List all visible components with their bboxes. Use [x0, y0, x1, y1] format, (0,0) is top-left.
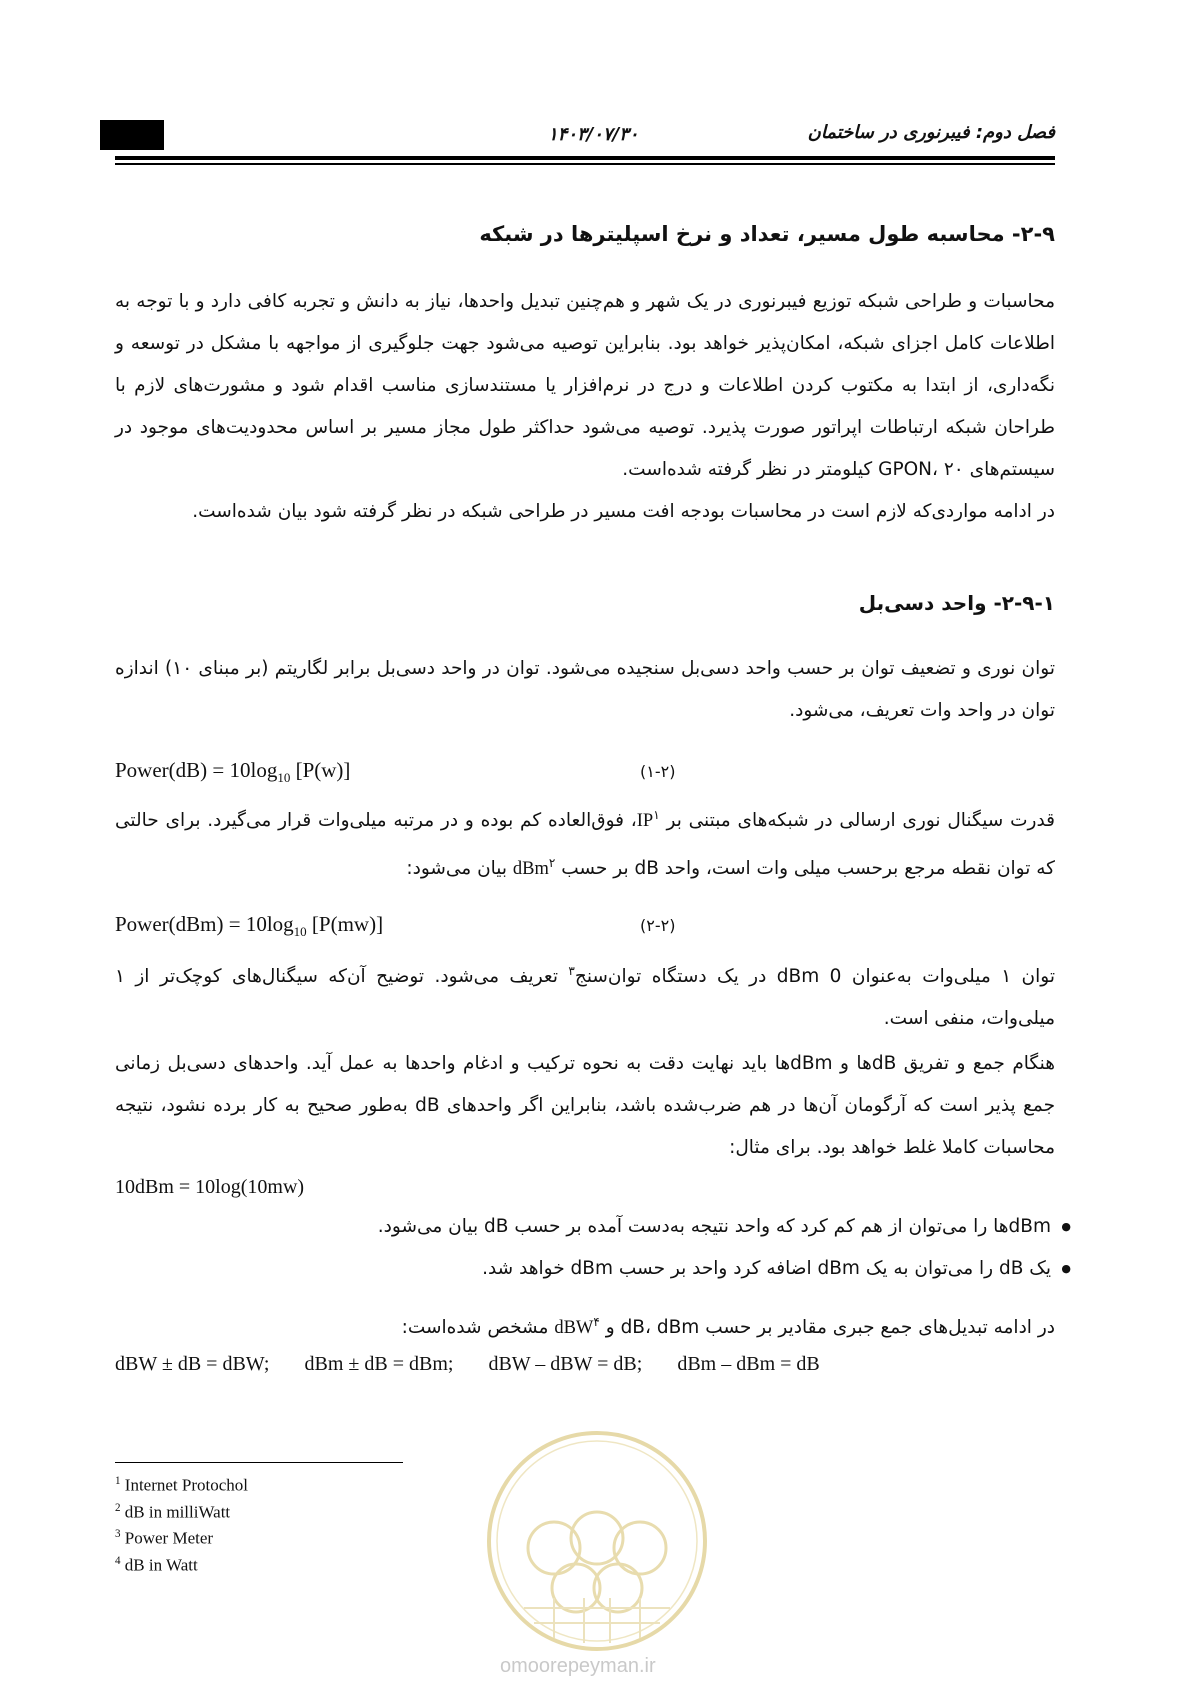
footnotes	[115, 1470, 248, 1577]
formula-2-sub: 10	[293, 924, 307, 940]
bullet-item-2: ● یک dB را می‌توان به یک dBm اضافه کرد واحد بر حسب dBm خواهد شد.	[271, 1248, 1051, 1290]
subsection-paragraph-2	[115, 794, 1055, 890]
p5-text-1: در ادامه تبدیل‌های جمع جبری مقادیر بر حسب dB، dBm و	[599, 1317, 1055, 1339]
footnote-4-text: dB in Watt	[124, 1555, 198, 1575]
p5-dbw: dBW	[554, 1318, 594, 1339]
formula-2-rhs: [P(mw)]	[306, 912, 384, 936]
subsection-paragraph-4: هنگام جمع و تفریق dBها و dBmها باید نهایت دقت به نحوه ترکیب و ادغام واحدها به عمل آید. واحدهای دسی‌بل زمانی جمع پذیر است که آرگومان آن‌ها در هم ضرب‌شده باشد، بنابراین اگر واحدهای dB به‌طور صحیح به کار برده نشود، نتیجه محاسبات کاملا غلط خواهد بود. برای مثال:	[115, 1053, 1056, 1158]
footnote-3-number: 3	[115, 1528, 121, 1541]
equation-2: dBm ± dB = dBm;	[304, 1353, 454, 1375]
footnote-1-text: Internet Protochol	[124, 1475, 248, 1495]
footnote-2-text: dB in milliWatt	[124, 1502, 231, 1522]
watermark-site: omoorepeyman.ir	[500, 1655, 656, 1677]
footnote-1	[115, 1470, 248, 1497]
footnote-4	[115, 1550, 248, 1577]
footnote-2	[115, 1497, 248, 1524]
formula-1-lhs: Power(dB) = 10log	[115, 758, 278, 782]
p2-ip: IP	[636, 811, 654, 832]
p5-text-2: مشخص شده‌است:	[401, 1317, 555, 1339]
footnote-ref-4: ۴	[593, 1315, 600, 1329]
p3-text-2: تعریف می‌شود. توضیح آن‌که سیگنال‌های کوچک‌تر از ۱ میلی‌وات، منفی است.	[115, 966, 1055, 1030]
formula-1-sub: 10	[277, 770, 291, 786]
intro-paragraph-1: محاسبات و طراحی شبکه توزیع فیبرنوری در یک شهر و هم‌چنین تبدیل واحدها، نیاز به دانش و تجربه کافی دارد و با توجه به اطلاعات کامل اجزای شبکه، امکان‌پذیر خواهد بود. بنابراین توصیه می‌شود جهت جلوگیری از مواجهه با مشکل در توسعه و نگه‌داری، از ابتدا به مکتوب کردن اطلاعات و درج در نرم‌افزار یا مستندسازی مناسب اقدام شود و مشورت‌های لازم با طراحان شبکه ارتباطات اپراتور صورت پذیرد. توصیه می‌شود حداکثر طول مجاز مسیر بر اساس محدودیت‌های موجود در سیستم‌های GPON، ۲۰ کیلومتر در نظر گرفته شده‌است.	[115, 291, 1055, 480]
p3-text-1: توان ۱ میلی‌وات به‌عنوان 0 dBm در یک دستگاه توان‌سنج	[574, 966, 1055, 988]
footnote-1-number: 1	[115, 1475, 121, 1487]
subsection-paragraph-3	[115, 950, 1055, 1040]
footnote-3	[115, 1523, 248, 1550]
subsection-paragraph-5	[115, 1301, 1055, 1349]
header-rule-thin	[115, 163, 1055, 165]
header-chapter-title: فصل دوم: فیبرنوری در ساختمان	[807, 122, 1055, 143]
p2-text-3: بیان می‌شود:	[406, 858, 513, 880]
formula-1-number: (۱-۲)	[640, 762, 676, 781]
footnote-3-text: Power Meter	[124, 1528, 214, 1548]
footnote-ref-2: ۲	[548, 856, 556, 871]
formula-2-lhs: Power(dBm) = 10log	[115, 912, 294, 936]
bullet-list	[271, 1206, 1051, 1290]
formula-2-number: (۲-۲)	[640, 916, 676, 935]
equation-1: dBW ± dB = dBW;	[115, 1353, 270, 1375]
example-formula: 10dBm = 10log(10mw)	[115, 1176, 305, 1198]
formula-1-rhs: [P(w)]	[290, 758, 351, 782]
formula-1	[115, 758, 350, 786]
footnote-separator	[115, 1462, 403, 1463]
footnote-ref-3: ۳	[568, 964, 575, 978]
p2-dbm: dBm	[512, 859, 549, 880]
formula-2	[115, 912, 383, 940]
equations-row	[115, 1353, 820, 1376]
p2-text-2: ، فوق‌العاده کم بوده و در مرتبه میلی‌وات قرار می‌گیرد. برای حالتی که توان نقطه مرجع برحسب میلی وات است، واحد dB بر حسب	[115, 810, 1055, 880]
footnote-4-number: 4	[115, 1554, 121, 1567]
header-rule	[115, 156, 1055, 160]
p2-text-1: قدرت سیگنال نوری ارسالی در شبکه‌های مبتنی بر	[659, 810, 1055, 832]
bullet-item-1: ● dBmها را می‌توان از هم کم کرد که واحد نتیجه به‌دست آمده بر حسب dB بیان می‌شود.	[271, 1206, 1051, 1248]
header-black-box	[100, 120, 164, 150]
subsection-title: ۲-۹-۱- واحد دسی‌بل	[858, 591, 1055, 615]
subsection-paragraph-1: توان نوری و تضعیف توان بر حسب واحد دسی‌بل سنجیده می‌شود. توان در واحد دسی‌بل برابر لگاریتم (بر مبنای ۱۰) اندازه توان در واحد وات تعریف، می‌شود.	[115, 658, 1055, 721]
equation-4: dBm – dBm = dB	[677, 1353, 820, 1375]
equation-3: dBW – dBW = dB;	[488, 1353, 643, 1375]
header-date: ۱۴۰۳/۰۷/۳۰	[548, 124, 639, 145]
footnote-2-number: 2	[115, 1501, 121, 1514]
footnote-ref-1: ۱	[653, 808, 660, 822]
section-title: ۲-۹- محاسبه طول مسیر، تعداد و نرخ اسپلیترها در شبکه	[479, 222, 1055, 246]
section-intro	[115, 281, 1055, 533]
watermark-logo	[484, 1428, 710, 1654]
intro-paragraph-2: در ادامه مواردی‌که لازم است در محاسبات بودجه افت مسیر در طراحی شبکه در نظر گرفته شود بیان شده‌است.	[192, 501, 1055, 522]
